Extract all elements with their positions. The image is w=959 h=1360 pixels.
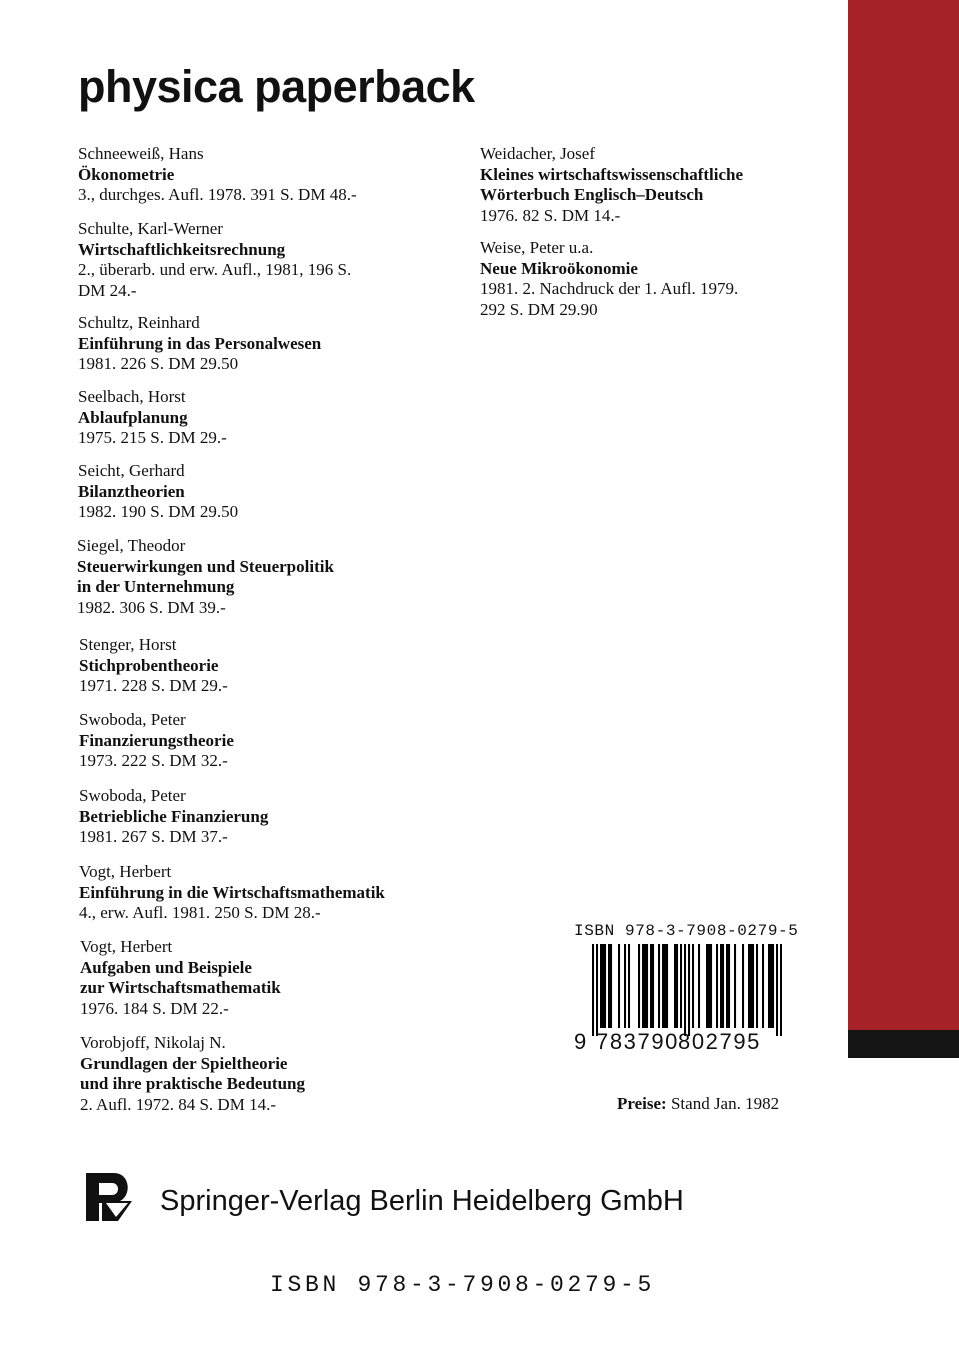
book-author: Seelbach, Horst (78, 387, 186, 406)
book-author: Weidacher, Josef (480, 144, 596, 163)
barcode-bar (646, 944, 648, 1028)
barcode-bar (608, 944, 610, 1028)
book-entry (480, 144, 743, 226)
barcode-digit-lead: 9 (574, 1029, 588, 1054)
book-author: Swoboda, Peter (79, 786, 186, 805)
barcode-bar (728, 944, 730, 1028)
book-details: 1981. 267 S. DM 37.- (79, 827, 228, 846)
barcode-bar (734, 944, 736, 1028)
barcode-bar (650, 944, 652, 1028)
book-details: 1973. 222 S. DM 32.- (79, 751, 228, 770)
barcode-bar (748, 944, 750, 1028)
barcode-digits (574, 1028, 790, 1062)
barcode-bar (742, 944, 744, 1028)
book-title: Stichprobentheorie (79, 655, 219, 675)
book-title: und ihre praktische Bedeutung (80, 1074, 305, 1093)
book-author: Schultz, Reinhard (78, 313, 200, 332)
book-title: Wirtschaftlichkeitsrechnung (78, 239, 286, 259)
barcode-bar (602, 944, 604, 1028)
book-details: 1976. 82 S. DM 14.- (480, 205, 621, 225)
book-title: Ablaufplanung (78, 407, 188, 427)
barcode-bar (708, 944, 710, 1028)
book-title: Finanzierungstheorie (79, 730, 234, 750)
barcode-bar (768, 944, 770, 1028)
barcode-bar (628, 944, 630, 1028)
book-details: 2. Aufl. 1972. 84 S. DM 14.- (80, 1094, 276, 1114)
book-details: 292 S. DM 29.90 (480, 299, 598, 319)
book-title: Bilanztheorien (78, 481, 185, 501)
barcode-bar (662, 944, 664, 1028)
barcode-bar (644, 944, 646, 1028)
price-note-value: Stand Jan. 1982 (670, 1094, 780, 1113)
barcode-bar (680, 944, 682, 1028)
barcode-bar (624, 944, 626, 1028)
barcode-bar (698, 944, 700, 1028)
series-title: physica paperback (78, 61, 475, 112)
barcode-bar (684, 944, 686, 1036)
barcode-bar (592, 944, 594, 1036)
book-title: Betriebliche Finanzierung (79, 806, 269, 826)
book-details: 1976. 184 S. DM 22.- (80, 998, 229, 1018)
book-details: DM 24.- (78, 280, 137, 300)
book-author: Siegel, Theodor (77, 536, 186, 555)
book-entry (79, 786, 268, 848)
book-author: Swoboda, Peter (79, 710, 186, 729)
book-details: 4., erw. Aufl. 1981. 250 S. DM 28.- (79, 903, 321, 922)
red-side-stripe (848, 0, 959, 1030)
barcode-bar (772, 944, 774, 1028)
barcode-bar (720, 944, 722, 1028)
price-note-label: Preise: (617, 1094, 667, 1113)
barcode-bar (604, 944, 606, 1028)
book-entry (78, 461, 238, 523)
book-title: Kleines wirtschaftswissenschaftliche (480, 164, 744, 184)
barcode-bar (722, 944, 724, 1028)
barcode-bar (666, 944, 668, 1028)
book-author: Weise, Peter u.a. (480, 238, 594, 257)
price-note (617, 1094, 779, 1114)
barcode-bar (664, 944, 666, 1028)
book-entry (80, 937, 281, 1019)
book-entry (78, 144, 357, 206)
barcode-bar (750, 944, 752, 1028)
book-title: Aufgaben und Beispiele (80, 957, 252, 977)
book-entry (77, 536, 334, 618)
book-title: Einführung in das Personalwesen (78, 333, 322, 353)
book-details: 1982. 190 S. DM 29.50 (78, 502, 239, 521)
book-entry (80, 1033, 305, 1115)
publisher-name: Springer-Verlag Berlin Heidelberg GmbH (160, 1185, 684, 1217)
book-author: Vogt, Herbert (79, 862, 172, 881)
book-title: Grundlagen der Spieltheorie (80, 1053, 288, 1073)
book-title: Steuerwirkungen und Steuerpolitik (77, 556, 334, 576)
barcode-bar (688, 944, 690, 1036)
barcode-bar (706, 944, 708, 1028)
barcode-bar (676, 944, 678, 1028)
book-author: Vorobjoff, Nikolaj N. (80, 1033, 226, 1052)
book-author: Stenger, Horst (79, 635, 177, 654)
book-details: 2., überarb. und erw. Aufl., 1981, 196 S. (78, 260, 352, 279)
book-entry (79, 710, 234, 772)
barcode-isbn-label: ISBN 978-3-7908-0279-5 (574, 922, 799, 940)
barcode (592, 944, 782, 1036)
barcode-bar (752, 944, 754, 1028)
barcode-bar (692, 944, 694, 1028)
book-author: Seicht, Gerhard (78, 461, 185, 480)
barcode-bar (762, 944, 764, 1028)
barcode-bar (716, 944, 718, 1028)
book-entry (79, 862, 385, 924)
book-entry (480, 238, 738, 320)
barcode-bar (638, 944, 640, 1028)
book-title: Einführung in die Wirtschaftsmathematik (79, 882, 385, 902)
book-title: Wörterbuch Englisch–Deutsch (480, 185, 704, 204)
black-side-band (848, 1030, 959, 1058)
book-entry (78, 219, 351, 301)
book-author: Schulte, Karl-Werner (78, 219, 223, 238)
book-details: 1981. 226 S. DM 29.50 (78, 354, 239, 373)
book-title: Neue Mikroökonomie (480, 258, 638, 278)
barcode-bar (600, 944, 602, 1028)
barcode-digit-group-right: 802795 (678, 1029, 762, 1054)
barcode-bar (726, 944, 728, 1028)
barcode-bar (770, 944, 772, 1028)
book-entry (78, 313, 321, 375)
book-title: Ökonometrie (78, 164, 175, 184)
barcode-bar (596, 944, 598, 1036)
book-title: zur Wirtschaftsmathematik (80, 978, 281, 997)
book-details: 3., durchges. Aufl. 1978. 391 S. DM 48.- (78, 185, 357, 204)
book-author: Schneeweiß, Hans (78, 144, 204, 163)
footer-isbn: ISBN 978-3-7908-0279-5 (270, 1272, 656, 1298)
barcode-bar (780, 944, 782, 1036)
book-details: 1971. 228 S. DM 29.- (79, 676, 228, 695)
barcode-bar (674, 944, 676, 1028)
book-entry (78, 387, 227, 449)
barcode-bar (618, 944, 620, 1028)
barcode-bar (658, 944, 660, 1028)
springer-logo-icon (84, 1171, 134, 1223)
barcode-bar (710, 944, 712, 1028)
barcode-bar (756, 944, 758, 1028)
barcode-bar (776, 944, 778, 1036)
book-title: in der Unternehmung (77, 577, 235, 596)
book-author: Vogt, Herbert (80, 937, 173, 956)
barcode-digit-group-left: 783790 (596, 1029, 680, 1054)
book-entry (79, 635, 228, 697)
book-details: 1981. 2. Nachdruck der 1. Aufl. 1979. (480, 279, 739, 298)
book-details: 1982. 306 S. DM 39.- (77, 597, 226, 617)
barcode-bar (610, 944, 612, 1028)
barcode-bar (652, 944, 654, 1028)
barcode-bar (642, 944, 644, 1028)
book-details: 1975. 215 S. DM 29.- (78, 428, 227, 447)
